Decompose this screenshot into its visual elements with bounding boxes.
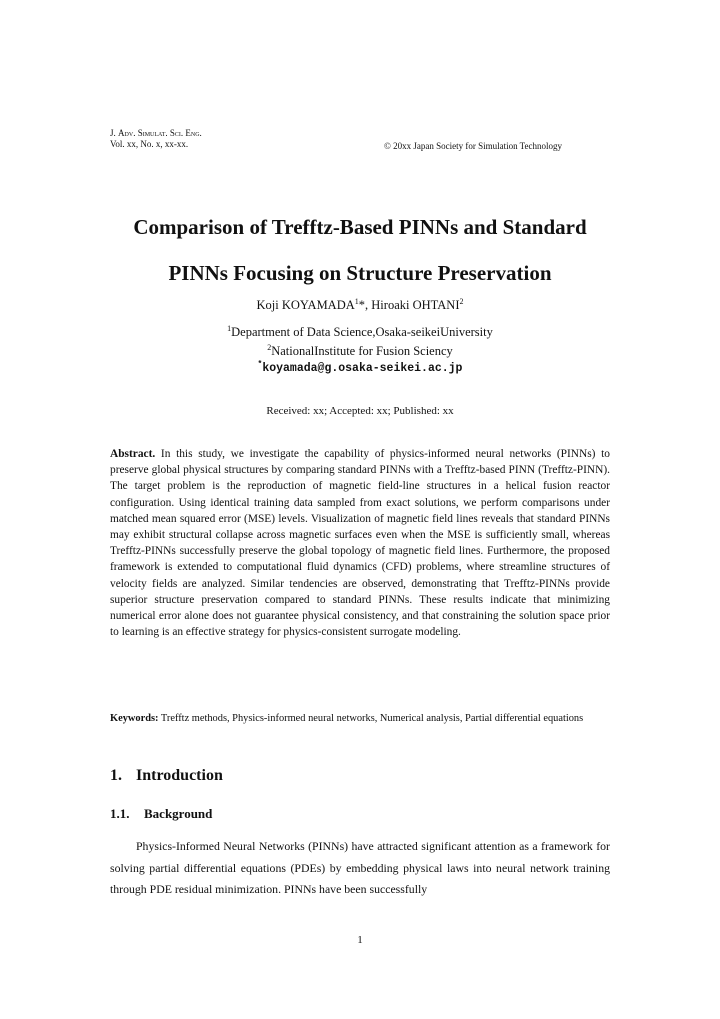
keywords-label: Keywords: [110,713,159,724]
abstract-label: Abstract. [110,448,156,460]
subsection-heading [110,806,212,822]
page-number: 1 [357,934,363,946]
paper-title-line-1: Comparison of Trefftz-Based PINNs and Standard [133,215,587,239]
body-paragraph: Physics-Informed Neural Networks (PINNs) have attracted significant attention as a framework for solving partial differential equations (PDEs) by embedding physical laws into neural network training through PDE residual minimization. PINNs have been successfully [110,839,610,896]
author-1-affil-mark: 1 [354,296,359,306]
journal-volume: Vol. xx, No. x, xx-xx. [110,139,189,149]
subsection-title: Background [144,806,213,821]
author-email[interactable]: *koyamada@g.osaka-seikei.ac.jp [257,360,463,375]
affiliation-2: $^2$NationalInstitute for Fusion Sciency [267,342,453,358]
section-heading [110,767,223,785]
keywords [110,707,610,730]
publication-dates: Received: xx; Accepted: xx; Published: xx [266,405,454,417]
copyright-notice: © 20xx Japan Society for Simulation Technology [384,141,563,151]
corresponding-mark: *, [358,298,372,312]
abstract-text: In this study, we investigate the capability of physics-informed neural networks (PINNs) to preserve global physical structures by comparing standard PINNs with a Trefftz-based PINN (Trefftz-PINN). The target problem is the reproduction of magnetic field-line structures in a helical fusion reactor configuration. Using identical training data sampled from exact solutions, we perform comparisons under matched mean squared error (MSE) levels. Visualization of magnetic field lines reveals that standard PINNs may exhibit structural collapse across magnetic surfaces even when the MSE is sufficiently small, whereas Trefftz-PINNs successfully preserve the global topology of magnetic field lines. Furthermore, the proposed framework is extended to computational fluid dynamics (CFD) problems, where streamline structures of velocity fields are analyzed. Similar tendencies are observed, demonstrating that Trefftz-PINNs provide superior structure preservation compared to standard PINNs. These results indicate that minimizing numerical error alone does not guarantee physical consistency, and that constraining the solution space prior to learning is an effective strategy for physics-consistent surrogate modeling. [110,448,610,639]
author-2: Hiroaki OHTANI [371,298,460,312]
author-list [60,298,660,313]
section-title: Introduction [136,767,223,784]
author-1: Koji KOYAMADA [256,298,355,312]
paper-title-line-2: PINNs Focusing on Structure Preservation [168,261,552,285]
journal-name: J. Adv. Simulat. Sci. Eng. [110,128,202,138]
section-number: 1. [110,767,122,784]
abstract [110,446,610,640]
subsection-number: 1.1. [110,806,130,821]
journal-header [110,128,202,150]
affiliation-1: $^1$Department of Data Science,Osaka-seikeiUniversity [227,323,493,339]
keywords-text: Trefftz methods, Physics-informed neural networks, Numerical analysis, Partial differential equations [158,713,584,724]
author-2-affil-mark: 2 [459,296,464,306]
